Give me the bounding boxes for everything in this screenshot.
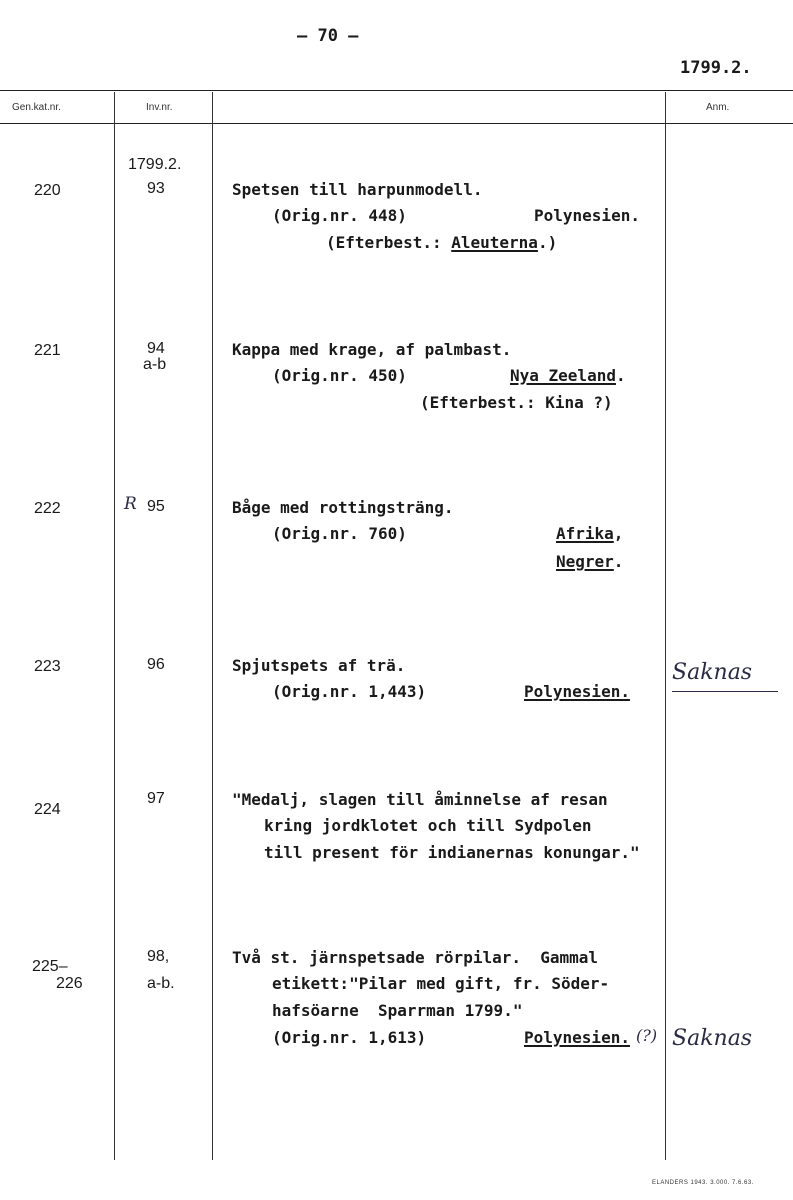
orig-nr: (Orig.nr. 1,443) <box>272 682 427 701</box>
gen-kat-nr: 221 <box>34 342 61 359</box>
gen-kat-nr: 225– <box>32 958 68 975</box>
origin <box>556 524 623 544</box>
efterbest-place: Aleuterna <box>451 233 538 252</box>
orig-nr: (Orig.nr. 760) <box>272 524 407 543</box>
inv-series: 1799.2. <box>128 156 182 173</box>
efterbest: (Efterbest.: Kina ?) <box>420 393 613 412</box>
description-line: "Medalj, slagen till åminnelse af resan <box>232 790 608 809</box>
inv-nr: 95 <box>147 498 165 515</box>
efterbest-prefix: (Efterbest.: <box>326 233 452 252</box>
origin-suffix: , <box>613 524 624 543</box>
page-number: — 70 — <box>297 26 359 46</box>
catalog-reference: 1799.2. <box>680 58 752 78</box>
inv-prefix-mark: R <box>124 494 137 514</box>
description-line: till present för indianernas konungar." <box>264 843 640 862</box>
efterbest-suffix: .) <box>537 233 558 252</box>
description-line: hafsöarne Sparrman 1799." <box>272 1001 523 1020</box>
inv-nr: 96 <box>147 656 165 673</box>
column-header-inv-nr: Inv.nr. <box>146 102 173 113</box>
orig-nr: (Orig.nr. 1,613) <box>272 1028 427 1047</box>
column-header-anm: Anm. <box>706 102 730 113</box>
header-top-rule <box>0 90 793 91</box>
header-bottom-rule <box>0 123 793 124</box>
printer-mark: ELANDERS 1943. 3.000. 7.6.63. <box>652 1180 754 1186</box>
gen-kat-nr: 220 <box>34 182 61 199</box>
origin: Polynesien. <box>524 1028 630 1047</box>
origin-place: Afrika <box>556 524 614 543</box>
origin-suffix-2: . <box>613 552 624 571</box>
orig-nr: (Orig.nr. 450) <box>272 366 407 385</box>
orig-nr: (Orig.nr. 448) <box>272 206 407 225</box>
description-line: Spjutspets af trä. <box>232 656 406 675</box>
inv-sub: a-b <box>143 356 167 373</box>
origin-place: Nya Zeeland <box>510 366 616 385</box>
origin: Polynesien. <box>534 206 640 225</box>
origin-line-2 <box>556 552 623 572</box>
gen-kat-nr-2: 226 <box>56 975 83 992</box>
description-line: Spetsen till harpunmodell. <box>232 180 483 199</box>
inv-nr: 97 <box>147 790 165 807</box>
description-line: Kappa med krage, af palmbast. <box>232 340 512 359</box>
column-divider-3 <box>665 92 666 1160</box>
gen-kat-nr: 222 <box>34 500 61 517</box>
anm-handwritten-note: Saknas <box>672 660 753 685</box>
description-line: Båge med rottingsträng. <box>232 498 454 517</box>
efterbest <box>326 233 557 253</box>
inv-sub: a-b. <box>147 975 175 992</box>
inv-nr: 93 <box>147 180 165 197</box>
column-divider-2 <box>212 92 213 1160</box>
gen-kat-nr: 223 <box>34 658 61 675</box>
anm-handwritten-note: Saknas <box>672 1026 753 1051</box>
description-line: kring jordklotet och till Sydpolen <box>264 816 592 835</box>
origin: Polynesien. <box>524 682 630 701</box>
origin-place-2: Negrer <box>556 552 614 571</box>
origin-note-handwritten: (?) <box>636 1026 658 1045</box>
column-header-gen-kat-nr: Gen.kat.nr. <box>12 102 61 113</box>
anm-underline <box>672 691 778 692</box>
gen-kat-nr: 224 <box>34 801 61 818</box>
column-divider-1 <box>114 92 115 1160</box>
origin-suffix: . <box>615 366 626 385</box>
description-line: Två st. järnspetsade rörpilar. Gammal <box>232 948 599 967</box>
inv-nr: 94 <box>147 340 165 357</box>
description-line: etikett:"Pilar med gift, fr. Söder- <box>272 974 610 993</box>
inv-nr: 98, <box>147 948 170 965</box>
origin <box>510 366 626 386</box>
